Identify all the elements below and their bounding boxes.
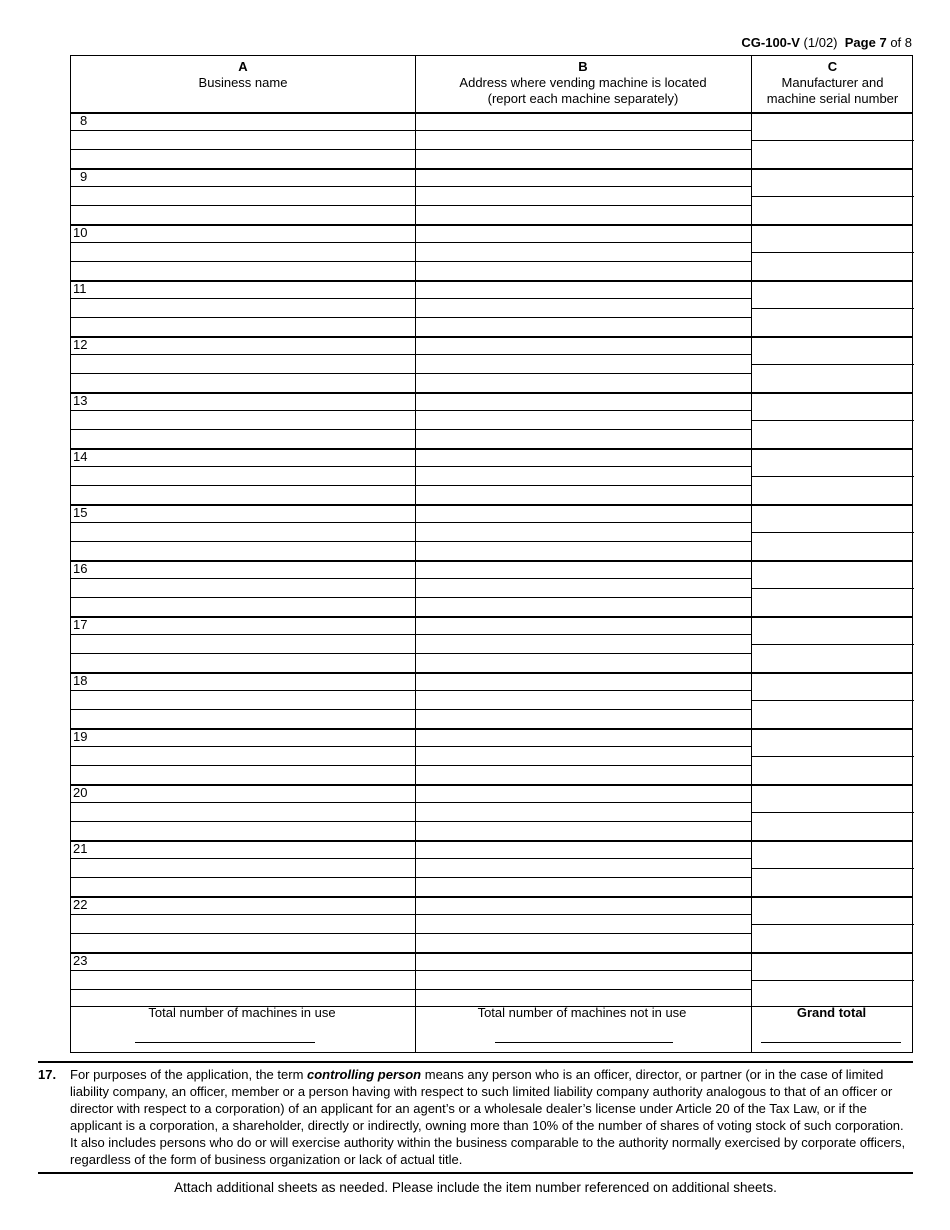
page-total: of 8 (890, 35, 912, 50)
entry-line-ab[interactable] (71, 130, 751, 131)
item-17-text-after: means any person who is an officer, director, or partner (or in the case of limited liability company, an officer, member or a person having with respect to such limited liability company authority analogous to that of an officer or director with respect to a corporation) of an applicant for an agent’s or a wholesale dealer’s license under Article 20 of the Tax Law, or if the applicant is a corporation, a shareholder, directly or indirectly, owning more than 10% of the number of shares of voting stock of such corporation. It also includes persons who do or will exercise authority within the business comparable to the authority normally exercised by corporate officers, regardless of the form of business organization or lack of actual title. (70, 1067, 906, 1167)
entry-line-ab[interactable] (71, 410, 751, 411)
item-17-term: controlling person (307, 1067, 422, 1082)
entry-line-ab[interactable] (71, 970, 751, 971)
entry-line-c[interactable] (751, 476, 914, 477)
row-divider (71, 504, 912, 506)
row-number: 12 (73, 337, 88, 352)
row-divider (71, 896, 912, 898)
row-number: 16 (73, 561, 88, 576)
row-number: 23 (73, 953, 88, 968)
entry-line-ab[interactable] (71, 802, 751, 803)
item-17-number: 17. (38, 1067, 57, 1082)
vending-machine-table (70, 55, 913, 1053)
page-number: 7 (879, 35, 887, 50)
row-divider (71, 224, 912, 226)
entry-line-ab[interactable] (71, 765, 751, 766)
row-divider (71, 616, 912, 618)
entry-line-c[interactable] (751, 756, 914, 757)
row-divider (71, 672, 912, 674)
entry-line-ab[interactable] (71, 877, 751, 878)
entry-line-ab[interactable] (71, 186, 751, 187)
row-number: 11 (73, 281, 87, 296)
column-b-letter: B (578, 59, 588, 74)
entry-line-ab[interactable] (71, 597, 751, 598)
item-17-text-before: For purposes of the application, the term (70, 1067, 308, 1082)
section-rule-bottom (38, 1172, 913, 1174)
item-17-text (70, 1066, 913, 1168)
entry-line-c[interactable] (751, 700, 914, 701)
row-divider (71, 448, 912, 450)
row-divider (71, 840, 912, 842)
row-number: 9 (80, 169, 88, 184)
row-divider (71, 336, 912, 338)
row-number: 15 (73, 505, 88, 520)
entry-line-c[interactable] (751, 308, 914, 309)
entry-line-c[interactable] (751, 364, 914, 365)
row-number: 10 (73, 225, 88, 240)
entry-line-c[interactable] (751, 980, 914, 981)
row-number: 19 (73, 729, 88, 744)
form-page-header (741, 35, 912, 50)
entry-line-c[interactable] (751, 868, 914, 869)
entry-line-ab[interactable] (71, 653, 751, 654)
form-id: CG-100-V (741, 35, 800, 50)
total-in-use-label: Total number of machines in use (148, 1005, 336, 1020)
entry-line-ab[interactable] (71, 858, 751, 859)
entry-line-c[interactable] (751, 812, 914, 813)
entry-line-c[interactable] (751, 532, 914, 533)
entry-line-c[interactable] (751, 588, 914, 589)
row-divider (71, 112, 912, 114)
row-divider (71, 728, 912, 730)
entry-line-ab[interactable] (71, 485, 751, 486)
entry-line-ab[interactable] (71, 690, 751, 691)
entry-line-c[interactable] (751, 420, 914, 421)
section-rule-top (38, 1061, 913, 1063)
column-divider-bc (751, 56, 752, 1052)
row-number: 22 (73, 897, 88, 912)
column-a-header (71, 59, 415, 91)
entry-line-ab[interactable] (71, 522, 751, 523)
entry-line-c[interactable] (751, 644, 914, 645)
entry-line-ab[interactable] (71, 429, 751, 430)
column-a-label: Business name (198, 75, 288, 90)
column-b-label-line1: Address where vending machine is located (459, 75, 707, 90)
row-divider (71, 392, 912, 394)
row-number: 8 (80, 113, 88, 128)
entry-line-ab[interactable] (71, 746, 751, 747)
entry-line-ab[interactable] (71, 261, 751, 262)
page-word: Page (844, 35, 876, 50)
entry-line-ab[interactable] (71, 578, 751, 579)
entry-line-ab[interactable] (71, 541, 751, 542)
row-divider (71, 784, 912, 786)
row-divider (71, 952, 912, 954)
total-not-in-use-label: Total number of machines not in use (477, 1005, 687, 1020)
entry-line-ab[interactable] (71, 914, 751, 915)
total-in-use-field[interactable] (135, 1042, 315, 1043)
column-c-letter: C (827, 59, 838, 74)
entry-line-ab[interactable] (71, 298, 751, 299)
entry-line-c[interactable] (751, 924, 914, 925)
row-number: 21 (73, 841, 88, 856)
entry-line-ab[interactable] (71, 205, 751, 206)
row-number: 13 (73, 393, 88, 408)
entry-line-c[interactable] (751, 140, 914, 141)
item-17-definition (38, 1066, 913, 1168)
column-b-label-line2: (report each machine separately) (487, 91, 679, 106)
entry-line-ab[interactable] (71, 354, 751, 355)
total-not-in-use-field[interactable] (495, 1042, 673, 1043)
entry-line-ab[interactable] (71, 373, 751, 374)
column-c-label-line2: machine serial number (766, 91, 899, 106)
entry-line-c[interactable] (751, 252, 914, 253)
row-number: 18 (73, 673, 88, 688)
column-c-header (751, 59, 914, 107)
entry-line-ab[interactable] (71, 317, 751, 318)
entry-line-c[interactable] (751, 196, 914, 197)
column-c-label-line1: Manufacturer and (781, 75, 884, 90)
entry-line-ab[interactable] (71, 242, 751, 243)
entry-line-ab[interactable] (71, 709, 751, 710)
entry-line-ab[interactable] (71, 466, 751, 467)
column-b-header (415, 59, 751, 107)
row-number: 17 (73, 617, 88, 632)
column-a-letter: A (238, 59, 248, 74)
entry-line-ab[interactable] (71, 821, 751, 822)
entry-line-ab[interactable] (71, 634, 751, 635)
entry-line-ab[interactable] (71, 933, 751, 934)
grand-total-label: Grand total (796, 1005, 867, 1020)
footer-note: Attach additional sheets as needed. Please include the item number referenced on additional sheets. (174, 1180, 777, 1195)
row-divider (71, 560, 912, 562)
row-number: 14 (73, 449, 88, 464)
entry-line-ab[interactable] (71, 989, 751, 990)
form-date: (1/02) (803, 35, 838, 50)
row-divider (71, 168, 912, 170)
grand-total-field[interactable] (761, 1042, 901, 1043)
row-number: 20 (73, 785, 88, 800)
entry-line-ab[interactable] (71, 149, 751, 150)
row-divider (71, 280, 912, 282)
